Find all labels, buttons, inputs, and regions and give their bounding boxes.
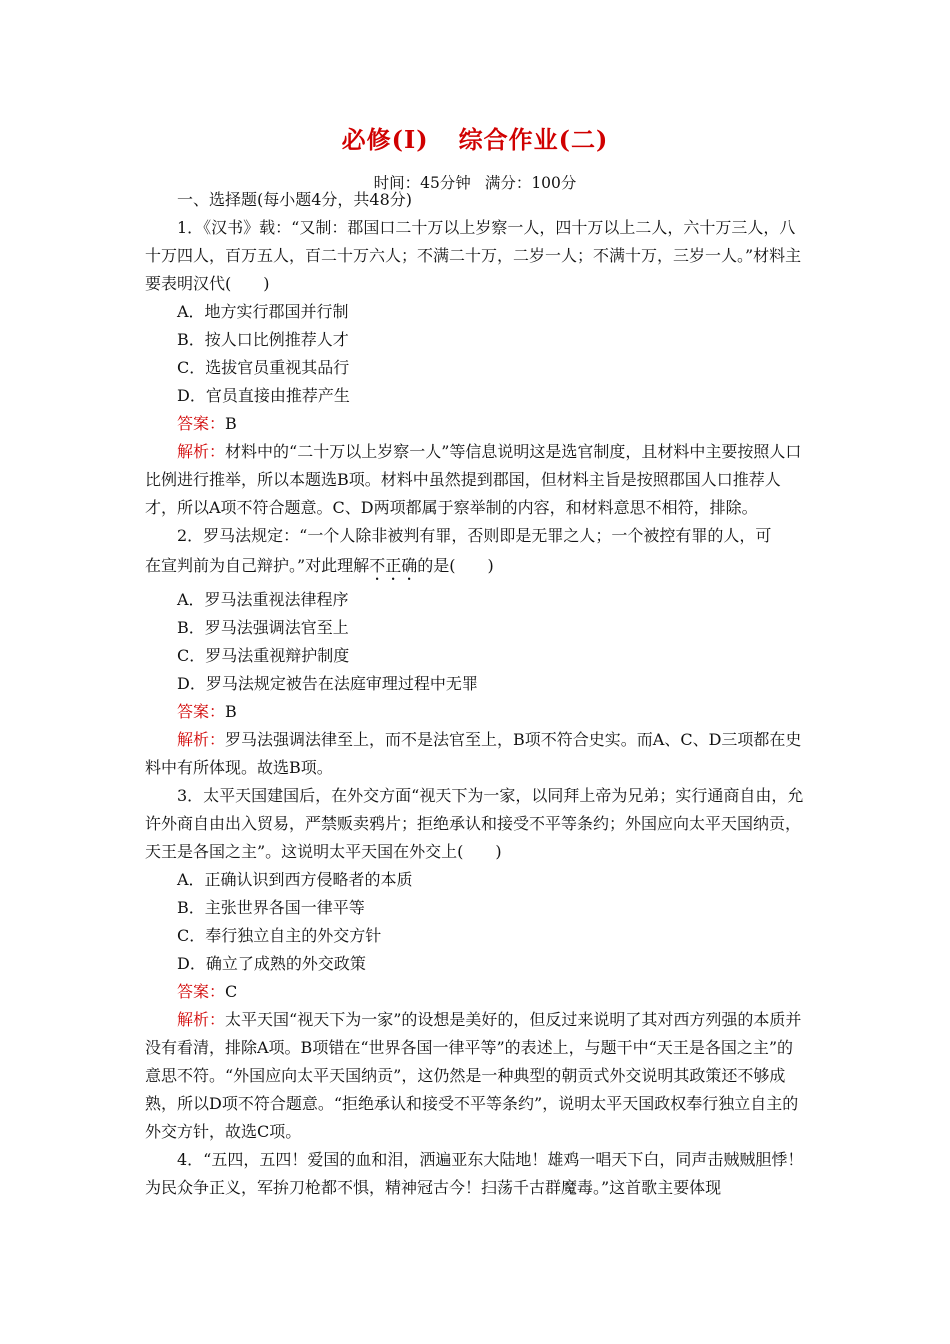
q1-option-c: C．选拔官员重视其品行 <box>177 358 350 377</box>
q3-answer <box>145 978 809 1006</box>
q1-stem: 1．《汉书》载：“又制：郡国口二十万以上岁察一人，四十万以上二人，六十万三人，八十万四人，百万五人，百二十万六人；不满二十万，二岁一人；不满十万，三岁一人。”材料主要表明汉代( ) <box>145 218 802 293</box>
q3-option-c: C．奉行独立自主的外交方针 <box>177 926 382 945</box>
title-part1: 必修(Ⅰ) <box>341 125 429 154</box>
q2-analysis <box>145 726 809 782</box>
q4-stem: 4．“五四，五四！爱国的血和泪，洒遍亚东大陆地！雄鸡一唱天下白，同声击贼贼胆悸！为民众争正义，军拚刀枪都不惧，精神冠古今！扫荡千古群魔毒。”这首歌主要体现 <box>145 1150 804 1197</box>
q3-analysis-text: 太平天国“视天下为一家”的设想是美好的，但反过来说明了其对西方列强的本质并没有看清，排除A项。B项错在“世界各国一律平等”的表述上，与题干中“天王是各国之主”的意思不符。“外国应向太平天国纳贡”，这仍然是一种典型的朝贡式外交说明其政策还不够成熟，所以D项不符合题意。“拒绝承认和接受不平等条约”，说明太平天国政权奉行独立自主的外交方针，故选C项。 <box>145 1010 802 1141</box>
section-heading: 一、选择题(每小题4分，共48分) <box>177 190 413 209</box>
q2-option-a: A．罗马法重视法律程序 <box>177 590 349 609</box>
q3-analysis <box>145 1006 809 1146</box>
q2-stem-line2 <box>145 550 809 584</box>
q1-analysis <box>145 438 809 522</box>
q3-answer-value: C <box>225 982 238 1001</box>
answer-label: 答案： <box>177 414 226 433</box>
answer-label: 答案： <box>177 702 226 721</box>
q1-option-d: D．官员直接由推荐产生 <box>177 386 350 405</box>
title-part2: 综合作业(二) <box>458 125 609 154</box>
q2-emphasis: 不正确 <box>369 556 418 575</box>
q2-answer <box>145 698 809 726</box>
q1-answer-value: B <box>225 414 237 433</box>
analysis-label: 解析： <box>177 442 226 461</box>
answer-label: 答案： <box>177 982 226 1001</box>
q1-answer <box>145 410 809 438</box>
q1-option-b: B．按人口比例推荐人才 <box>177 330 349 349</box>
q2-option-b: B．罗马法强调法官至上 <box>177 618 349 637</box>
q3-option-a: A．正确认识到西方侵略者的本质 <box>177 870 413 889</box>
q2-stem-line1: 2．罗马法规定：“一个人除非被判有罪，否则即是无罪之人；一个被控有罪的人，可 <box>177 526 772 545</box>
q2-answer-value: B <box>225 702 237 721</box>
time-limit: 时间：45分钟 <box>373 174 471 192</box>
q3-option-d: D．确立了成熟的外交政策 <box>177 954 366 973</box>
q2-stem-tail: 的是( ) <box>417 556 494 575</box>
q2-option-d: D．罗马法规定被告在法庭审理过程中无罪 <box>177 674 478 693</box>
analysis-label: 解析： <box>177 730 226 749</box>
q3-option-b: B．主张世界各国一律平等 <box>177 898 365 917</box>
page-title <box>0 120 950 155</box>
q2-stem-text: 在宣判前为自己辩护。”对此理解 <box>145 556 370 575</box>
q1-analysis-text: 材料中的“二十万以上岁察一人”等信息说明这是选官制度，且材料中主要按照人口比例进行推举，所以本题选B项。材料中虽然提到郡国，但材料主旨是按照郡国人口推荐人才，所以A项不符合题意。C、D两项都属于察举制的内容，和材料意思不相符，排除。 <box>145 442 802 517</box>
q2-option-c: C．罗马法重视辩护制度 <box>177 646 350 665</box>
analysis-label: 解析： <box>177 1010 226 1029</box>
q1-option-a: A．地方实行郡国并行制 <box>177 302 349 321</box>
full-score: 满分：100分 <box>484 174 577 192</box>
exam-content <box>145 186 809 1202</box>
q3-stem: 3．太平天国建国后，在外交方面“视天下为一家，以同拜上帝为兄弟；实行通商自由，允许外商自由出入贸易，严禁贩卖鸦片；拒绝承认和接受不平等条约；外国应向太平天国纳贡，天王是各国之主”。这说明太平天国在外交上( ) <box>145 786 804 861</box>
q2-analysis-text: 罗马法强调法律至上，而不是法官至上，B项不符合史实。而A、C、D三项都在史料中有所体现。故选B项。 <box>145 730 802 777</box>
